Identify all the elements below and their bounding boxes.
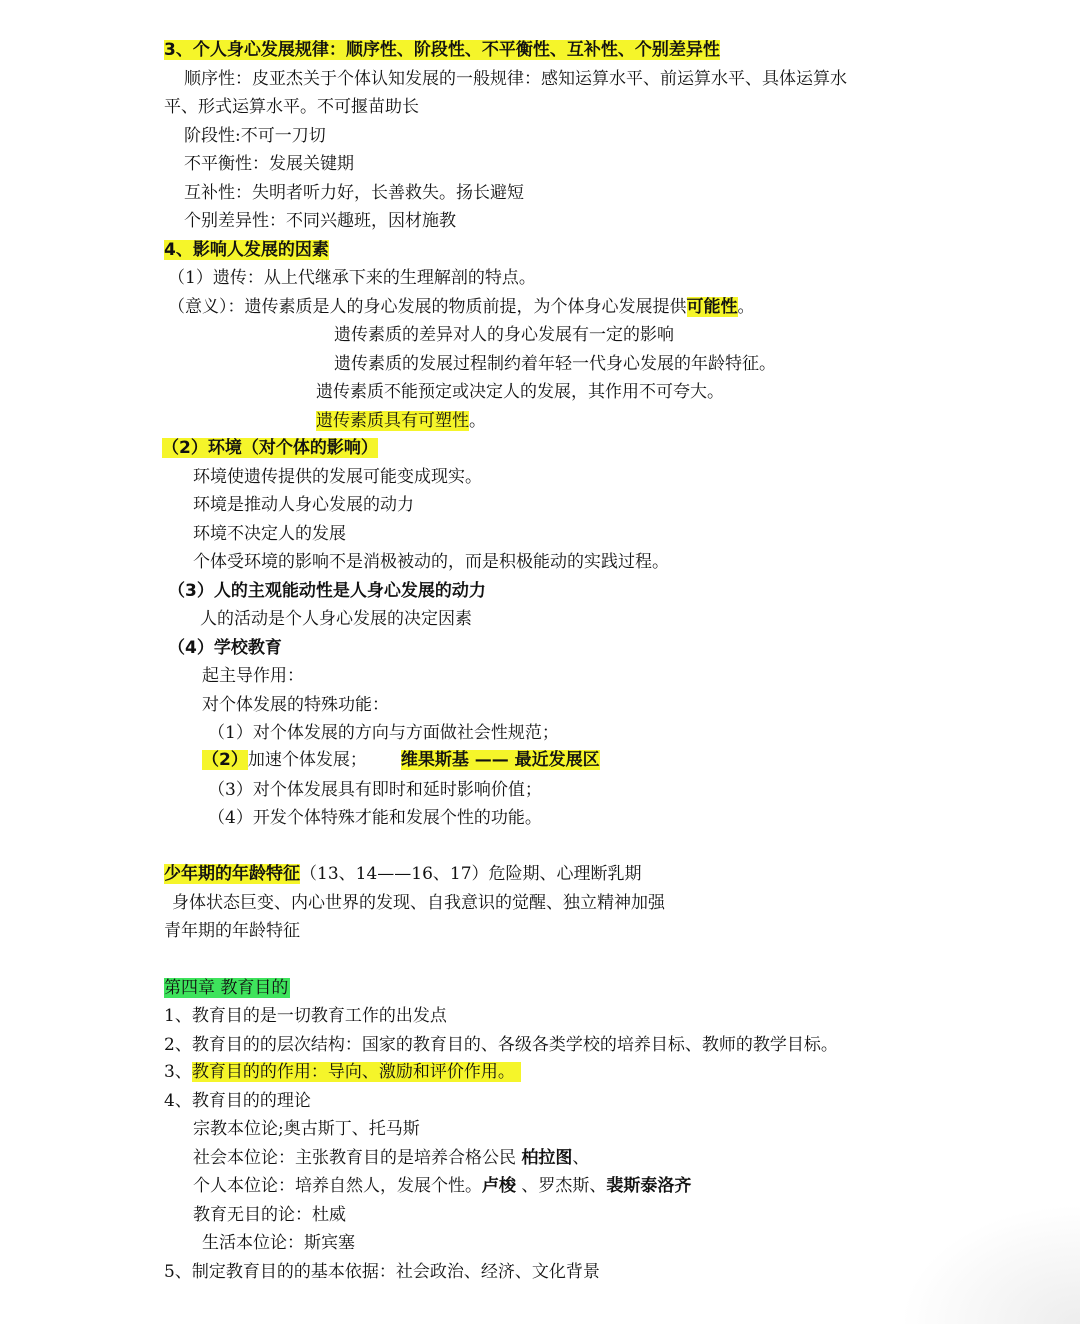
theory-religion: 宗教本位论;奥古斯丁、托马斯 [193, 1119, 420, 1139]
heredity-point-2: 遗传素质的发展过程制约着年轻一代身心发展的年龄特征。 [334, 354, 776, 374]
ch4-item-4: 4、教育目的的理论 [164, 1091, 311, 1111]
heredity-text: （1）遗传：从上代继承下来的生理解剖的特点。 [168, 268, 536, 288]
ch4-item-2: 2、教育目的的层次结构：国家的教育目的、各级各类学校的培养目标、教师的教学目标。 [164, 1035, 838, 1055]
juvenile-title: 少年期的年龄特征（13、14——16、17）危险期、心理断乳期 [164, 864, 642, 884]
juvenile-point: 身体状态巨变、内心世界的发现、自我意识的觉醒、独立精神加强 [172, 893, 665, 913]
environment-title: （2）环境（对个体的影响） [162, 438, 378, 458]
heredity-point-3: 遗传素质不能预定或决定人的发展，其作用不可夸大。 [316, 382, 724, 402]
heredity-point-1: 遗传素质的差异对人的身心发展有一定的影响 [334, 325, 674, 345]
section-4-title: 4、影响人发展的因素 [164, 240, 329, 260]
environment-point-1: 环境使遗传提供的发展可能变成现实。 [193, 467, 482, 487]
school-point-1: 起主导作用： [202, 666, 304, 686]
sequence-text: 顺序性：皮亚杰关于个体认知发展的一般规律：感知运算水平、前运算水平、具体运算水 [184, 69, 847, 89]
function-3: （3）对个体发展具有即时和延时影响价值； [208, 780, 542, 800]
complement-text: 互补性：失明者听力好，长善救失。扬长避短 [184, 183, 524, 203]
subjective-title: （3）人的主观能动性是人身心发展的动力 [168, 581, 486, 601]
school-point-2: 对个体发展的特殊功能： [202, 695, 389, 715]
youth-title: 青年期的年龄特征 [164, 921, 300, 941]
imbalance-text: 不平衡性：发展关键期 [184, 154, 354, 174]
theory-no-aim: 教育无目的论：杜威 [193, 1205, 346, 1225]
function-2: （2）加速个体发展； 维果斯基 —— 最近发展区 [202, 750, 600, 770]
function-4: （4）开发个体特殊才能和发展个性的功能。 [208, 808, 542, 828]
ch4-item-1: 1、教育目的是一切教育工作的出发点 [164, 1006, 447, 1026]
section-3-title: 3、个人身心发展规律：顺序性、阶段性、不平衡性、互补性、个别差异性 [164, 40, 720, 60]
heredity-point-4: 遗传素质具有可塑性。 [316, 411, 486, 431]
chapter-4-title: 第四章 教育目的 [164, 978, 289, 998]
corner-shade [900, 1204, 1080, 1324]
theory-individual: 个人本位论：培养自然人，发展个性。卢梭 、罗杰斯、裴斯泰洛齐 [193, 1176, 692, 1196]
ch4-item-5: 5、制定教育目的的基本依据：社会政治、经济、文化背景 [164, 1262, 600, 1282]
ch4-item-3: 3、教育目的的作用：导向、激励和评价作用。 [164, 1060, 521, 1084]
theory-society: 社会本位论：主张教育目的是培养合格公民 柏拉图、 [193, 1148, 590, 1168]
environment-point-3: 环境不决定人的发展 [193, 524, 346, 544]
environment-point-4: 个体受环境的影响不是消极被动的，而是积极能动的实践过程。 [193, 552, 669, 572]
function-1: （1）对个体发展的方向与方面做社会性规范； [208, 723, 559, 743]
theory-life: 生活本位论：斯宾塞 [202, 1233, 355, 1253]
school-title: （4）学校教育 [168, 638, 282, 658]
individual-diff-text: 个别差异性：不同兴趣班，因材施教 [184, 211, 456, 231]
environment-point-2: 环境是推动人身心发展的动力 [193, 495, 414, 515]
subjective-point: 人的活动是个人身心发展的决定因素 [200, 609, 472, 629]
sequence-text-cont: 平、形式运算水平。不可揠苗助长 [164, 97, 419, 117]
heredity-meaning: （意义）：遗传素质是人的身心发展的物质前提，为个体身心发展提供可能性。 [168, 297, 755, 317]
stage-text: 阶段性:不可一刀切 [184, 126, 326, 146]
